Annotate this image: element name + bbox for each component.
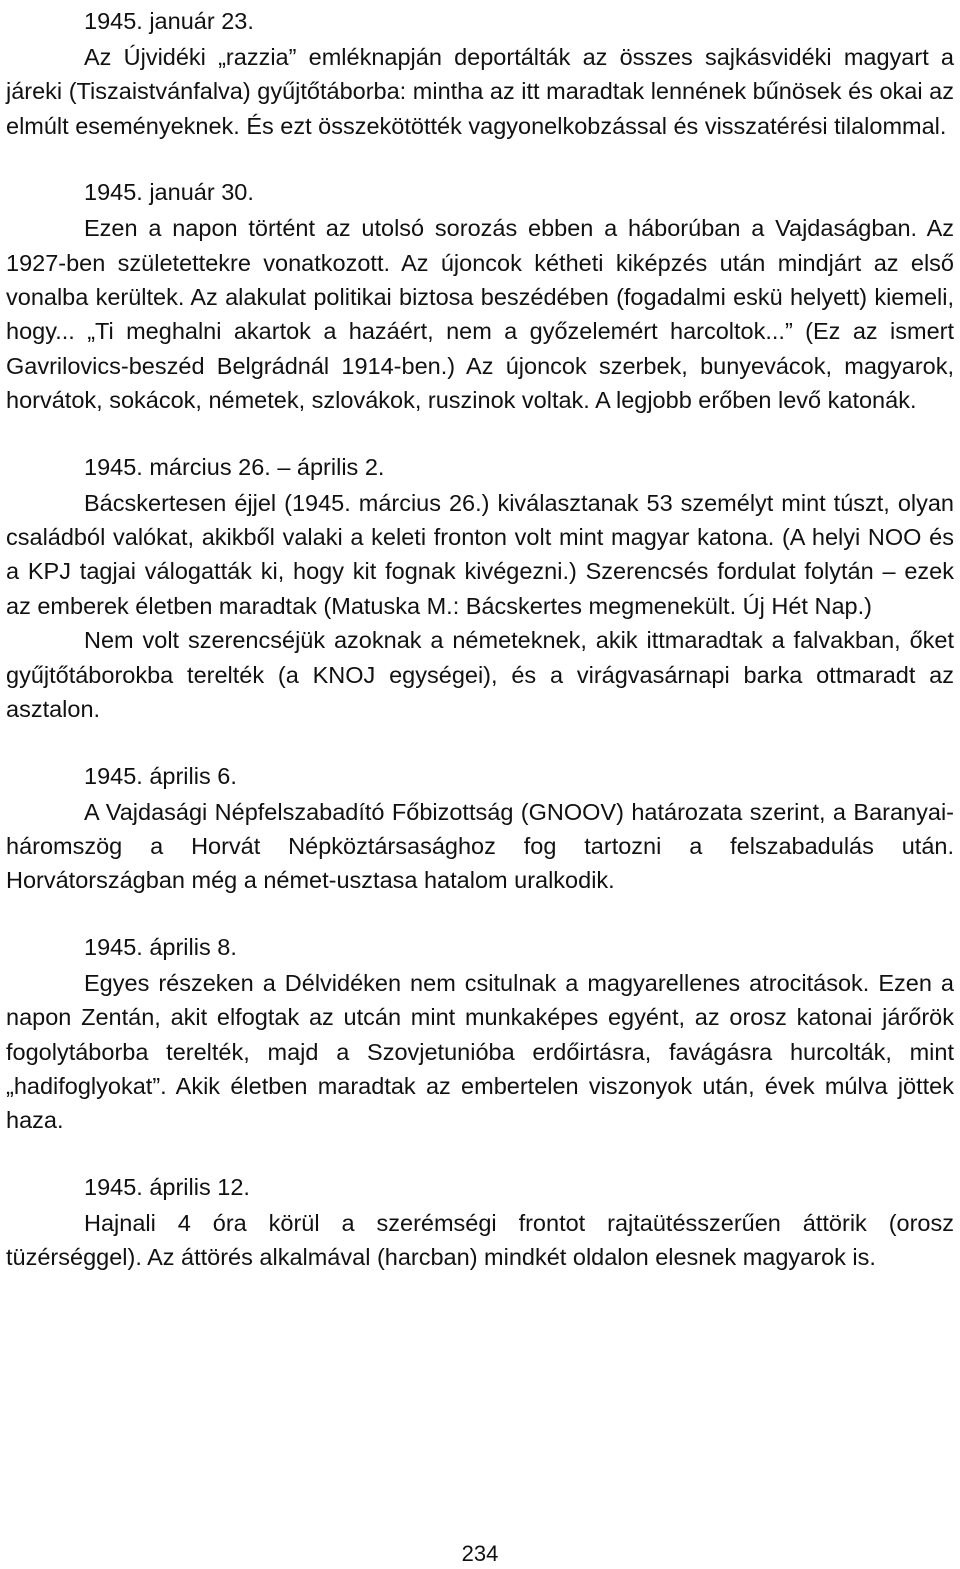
entry-paragraph: Nem volt szerencséjük azoknak a németeknek, akik ittmaradtak a falvakban, őket gyűjtőtáborokba terelték (a KNOJ egységei), és a virágvasárnapi barka ottmaradt az asztalon.	[6, 627, 954, 723]
entry-paragraph: Bácskertesen éjjel (1945. március 26.) kiválasztanak 53 személyt mint túszt, olyan családból valókat, akikből valaki a keleti fronton volt mint magyar katona. (A helyi NOO és a KPJ tagjai válogatták ki, hogy kit fognak kivégezni.) Szerencsés fordulat folytán – ezek az emberek életben maradtak (Matuska M.: Bácskertes megmenekült. Új Hét Nap.)	[6, 489, 954, 619]
entry-date: 1945. április 8.	[84, 933, 237, 960]
entry-date: 1945. január 30.	[84, 179, 254, 206]
entry-paragraph: Hajnali 4 óra körül a szerémségi frontot rajtaütésszerűen áttörik (orosz tüzérséggel). Az áttörés alkalmával (harcban) mindkét oldalon elesnek magyarok is.	[6, 1209, 954, 1271]
entry-1945-04-08	[6, 930, 954, 1138]
entry-1945-04-06	[6, 759, 954, 898]
entry-paragraph: Az Újvidéki „razzia” emléknapján deportálták az összes sajkásvidéki magyart a járeki (Tiszaistvánfalva) gyűjtőtáborba: mintha az itt maradtak lennének bűnösek és okai az elmúlt eseményeknek. És ezt összekötötték vagyonelkobzással és visszatérési tilalommal.	[6, 44, 954, 139]
entry-1945-01-30	[6, 175, 954, 417]
entry-date: 1945. január 23.	[84, 8, 254, 34]
entry-1945-03-26	[6, 450, 954, 727]
document-page	[6, 0, 954, 1307]
entry-date: 1945. március 26. – április 2.	[84, 453, 385, 480]
entry-1945-01-23	[6, 4, 954, 143]
entry-1945-04-12	[6, 1170, 954, 1275]
entry-date: 1945. április 12.	[84, 1173, 250, 1200]
entry-paragraph: Egyes részeken a Délvidéken nem csitulnak a magyarellenes atrocitások. Ezen a napon Zentán, akit elfogtak az utcán mint munkaképes egyént, az orosz katonai járőrök fogolytáborba terelték, majd a Szovjetunióba erdőirtásra, favágásra hurcolták, mint „hadifoglyokat”. Akik életben maradtak az embertelen viszonyok után, évek múlva jöttek haza.	[6, 969, 954, 1134]
entry-paragraph: Ezen a napon történt az utolsó sorozás ebben a háborúban a Vajdaságban. Az 1927-ben születettekre vonatkozott. Az újoncok kétheti kiképzés után mindjárt az első vonalba kerültek. Az alakulat politikai biztosa beszédében (fogadalmi eskü helyett) kiemeli, hogy... „Ti meghalni akartok a hazáért, nem a győzelemért harcoltok...” (Ez az ismert Gavrilovics-beszéd Belgrádnál 1914-ben.) Az újoncok szerbek, bunyevácok, magyarok, horvátok, sokácok, németek, szlovákok, ruszinok voltak. A legjobb erőben levő katonák.	[6, 215, 954, 414]
entry-paragraph: A Vajdasági Népfelszabadító Főbizottság (GNOOV) határozata szerint, a Baranyai-háromszög a Horvát Népköztársasághoz fog tartozni a felszabadulás után. Horvátországban még a német-usztasa hatalom uralkodik.	[6, 798, 954, 894]
page-number: 234	[461, 1541, 499, 1566]
entry-date: 1945. április 6.	[84, 762, 237, 789]
